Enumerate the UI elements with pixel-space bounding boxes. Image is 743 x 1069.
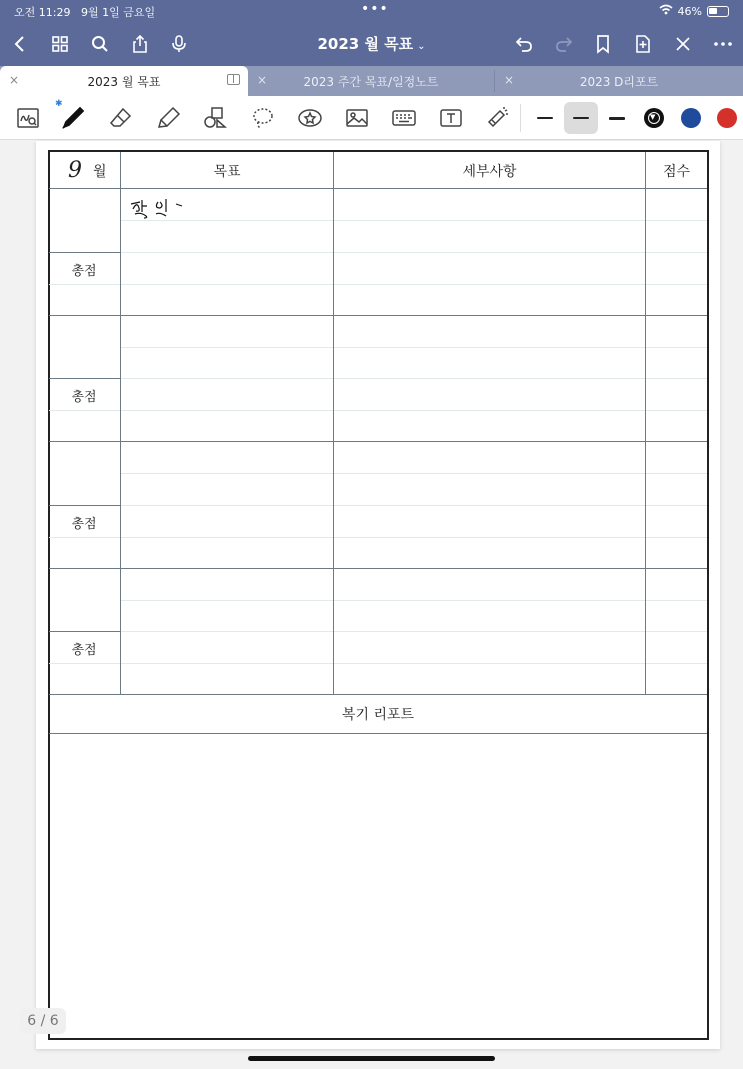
ruled-line xyxy=(49,537,120,538)
ruled-line xyxy=(121,663,707,664)
handwritten-ink[interactable] xyxy=(128,196,192,222)
home-indicator[interactable] xyxy=(248,1056,495,1061)
ruled-line xyxy=(121,631,707,632)
month-label: 월 xyxy=(93,164,107,180)
tab-d-report[interactable] xyxy=(495,66,743,96)
wifi-icon xyxy=(659,4,673,18)
ruled-line xyxy=(121,600,707,601)
ruled-line xyxy=(121,505,707,506)
zoom-writing-icon[interactable] xyxy=(13,104,43,132)
tab-bar xyxy=(0,66,743,96)
ruled-line xyxy=(121,220,707,221)
score-column-header: 점수 xyxy=(662,164,691,180)
status-date: 9월 1일 금요일 xyxy=(80,6,156,19)
ruled-line xyxy=(49,284,120,285)
tab-label: 2023 월 목표 xyxy=(87,74,161,89)
column-divider xyxy=(333,152,334,694)
header-divider xyxy=(49,188,707,189)
tab-close-icon[interactable]: × xyxy=(504,73,515,87)
month-number: 9 xyxy=(68,158,82,183)
bookmark-icon[interactable] xyxy=(589,30,617,58)
ruled-line xyxy=(121,410,707,411)
pen-tool-icon[interactable] xyxy=(58,104,88,132)
drawing-toolbar xyxy=(0,96,743,140)
status-bar xyxy=(0,1,743,20)
total-divider xyxy=(49,631,120,632)
more-options-icon[interactable] xyxy=(709,30,737,58)
close-tools-icon[interactable] xyxy=(669,30,697,58)
total-score-label: 총점 xyxy=(71,517,97,532)
multitasking-dots-icon[interactable]: ••• xyxy=(361,1,389,17)
ruled-line xyxy=(49,663,120,664)
total-divider xyxy=(49,252,120,253)
ruled-line xyxy=(121,537,707,538)
ruled-line xyxy=(121,252,707,253)
lasso-icon[interactable] xyxy=(248,104,278,132)
block-divider xyxy=(49,441,707,442)
status-time: 오전 11:29 xyxy=(14,6,71,19)
redo-icon[interactable] xyxy=(550,30,578,58)
tab-label: 2023 주간 목표/일정노트 xyxy=(303,74,439,89)
status-right xyxy=(659,4,729,18)
chevron-down-icon: ⌄ xyxy=(417,41,426,52)
color-swatch-black[interactable] xyxy=(644,108,664,128)
ruled-line xyxy=(121,473,707,474)
nav-row xyxy=(0,30,743,58)
column-divider xyxy=(645,152,646,694)
tab-weekly-goal[interactable] xyxy=(248,66,494,96)
details-column-header: 세부사항 xyxy=(462,164,517,180)
search-icon[interactable] xyxy=(86,30,114,58)
status-time-date xyxy=(14,4,155,20)
total-score-label: 총점 xyxy=(71,264,97,279)
tab-monthly-goal[interactable] xyxy=(0,66,248,96)
color-swatch-blue[interactable] xyxy=(681,108,701,128)
battery-icon xyxy=(707,6,729,17)
page-indicator[interactable]: 6 / 6 xyxy=(20,1008,66,1034)
stroke-thin-option[interactable] xyxy=(528,102,562,134)
review-report-title: 복기 리포트 xyxy=(341,707,415,723)
laser-pointer-icon[interactable] xyxy=(482,104,512,132)
grid-view-icon[interactable] xyxy=(46,30,74,58)
undo-icon[interactable] xyxy=(510,30,538,58)
total-score-label: 총점 xyxy=(71,643,97,658)
total-divider xyxy=(49,505,120,506)
ruled-line xyxy=(121,378,707,379)
stroke-thick-option[interactable] xyxy=(600,102,634,134)
block-divider xyxy=(49,694,707,695)
top-bar xyxy=(0,0,743,66)
eraser-icon[interactable] xyxy=(106,104,136,132)
add-page-icon[interactable] xyxy=(629,30,657,58)
block-divider xyxy=(49,315,707,316)
color-swatch-red[interactable] xyxy=(717,108,737,128)
document-title[interactable] xyxy=(300,33,443,54)
split-view-icon[interactable] xyxy=(227,74,240,85)
back-icon[interactable] xyxy=(6,30,34,58)
battery-percent: 46% xyxy=(677,4,702,18)
tab-close-icon[interactable]: × xyxy=(257,73,268,87)
stroke-medium-option[interactable] xyxy=(564,102,598,134)
bluetooth-icon: ✱ xyxy=(55,99,63,109)
chevron-down-icon: ▼ xyxy=(650,113,656,121)
ruled-line xyxy=(121,284,707,285)
text-box-icon[interactable] xyxy=(436,104,466,132)
image-icon[interactable] xyxy=(342,104,372,132)
shapes-icon[interactable] xyxy=(200,104,230,132)
toolbar-separator xyxy=(520,104,521,132)
column-divider xyxy=(120,152,121,694)
tab-close-icon[interactable]: × xyxy=(9,73,20,87)
total-divider xyxy=(49,378,120,379)
total-score-label: 총점 xyxy=(71,390,97,405)
document-title-text: 2023 월 목표 xyxy=(317,35,414,53)
microphone-icon[interactable] xyxy=(165,30,193,58)
ruled-line xyxy=(49,410,120,411)
highlighter-icon[interactable] xyxy=(154,104,184,132)
block-divider xyxy=(49,568,707,569)
share-icon[interactable] xyxy=(126,30,154,58)
review-divider xyxy=(49,733,707,734)
tab-label: 2023 D리포트 xyxy=(579,74,659,89)
ruled-line xyxy=(121,347,707,348)
keyboard-icon[interactable] xyxy=(389,104,419,132)
sticker-icon[interactable] xyxy=(295,104,325,132)
goal-column-header: 목표 xyxy=(213,164,241,180)
